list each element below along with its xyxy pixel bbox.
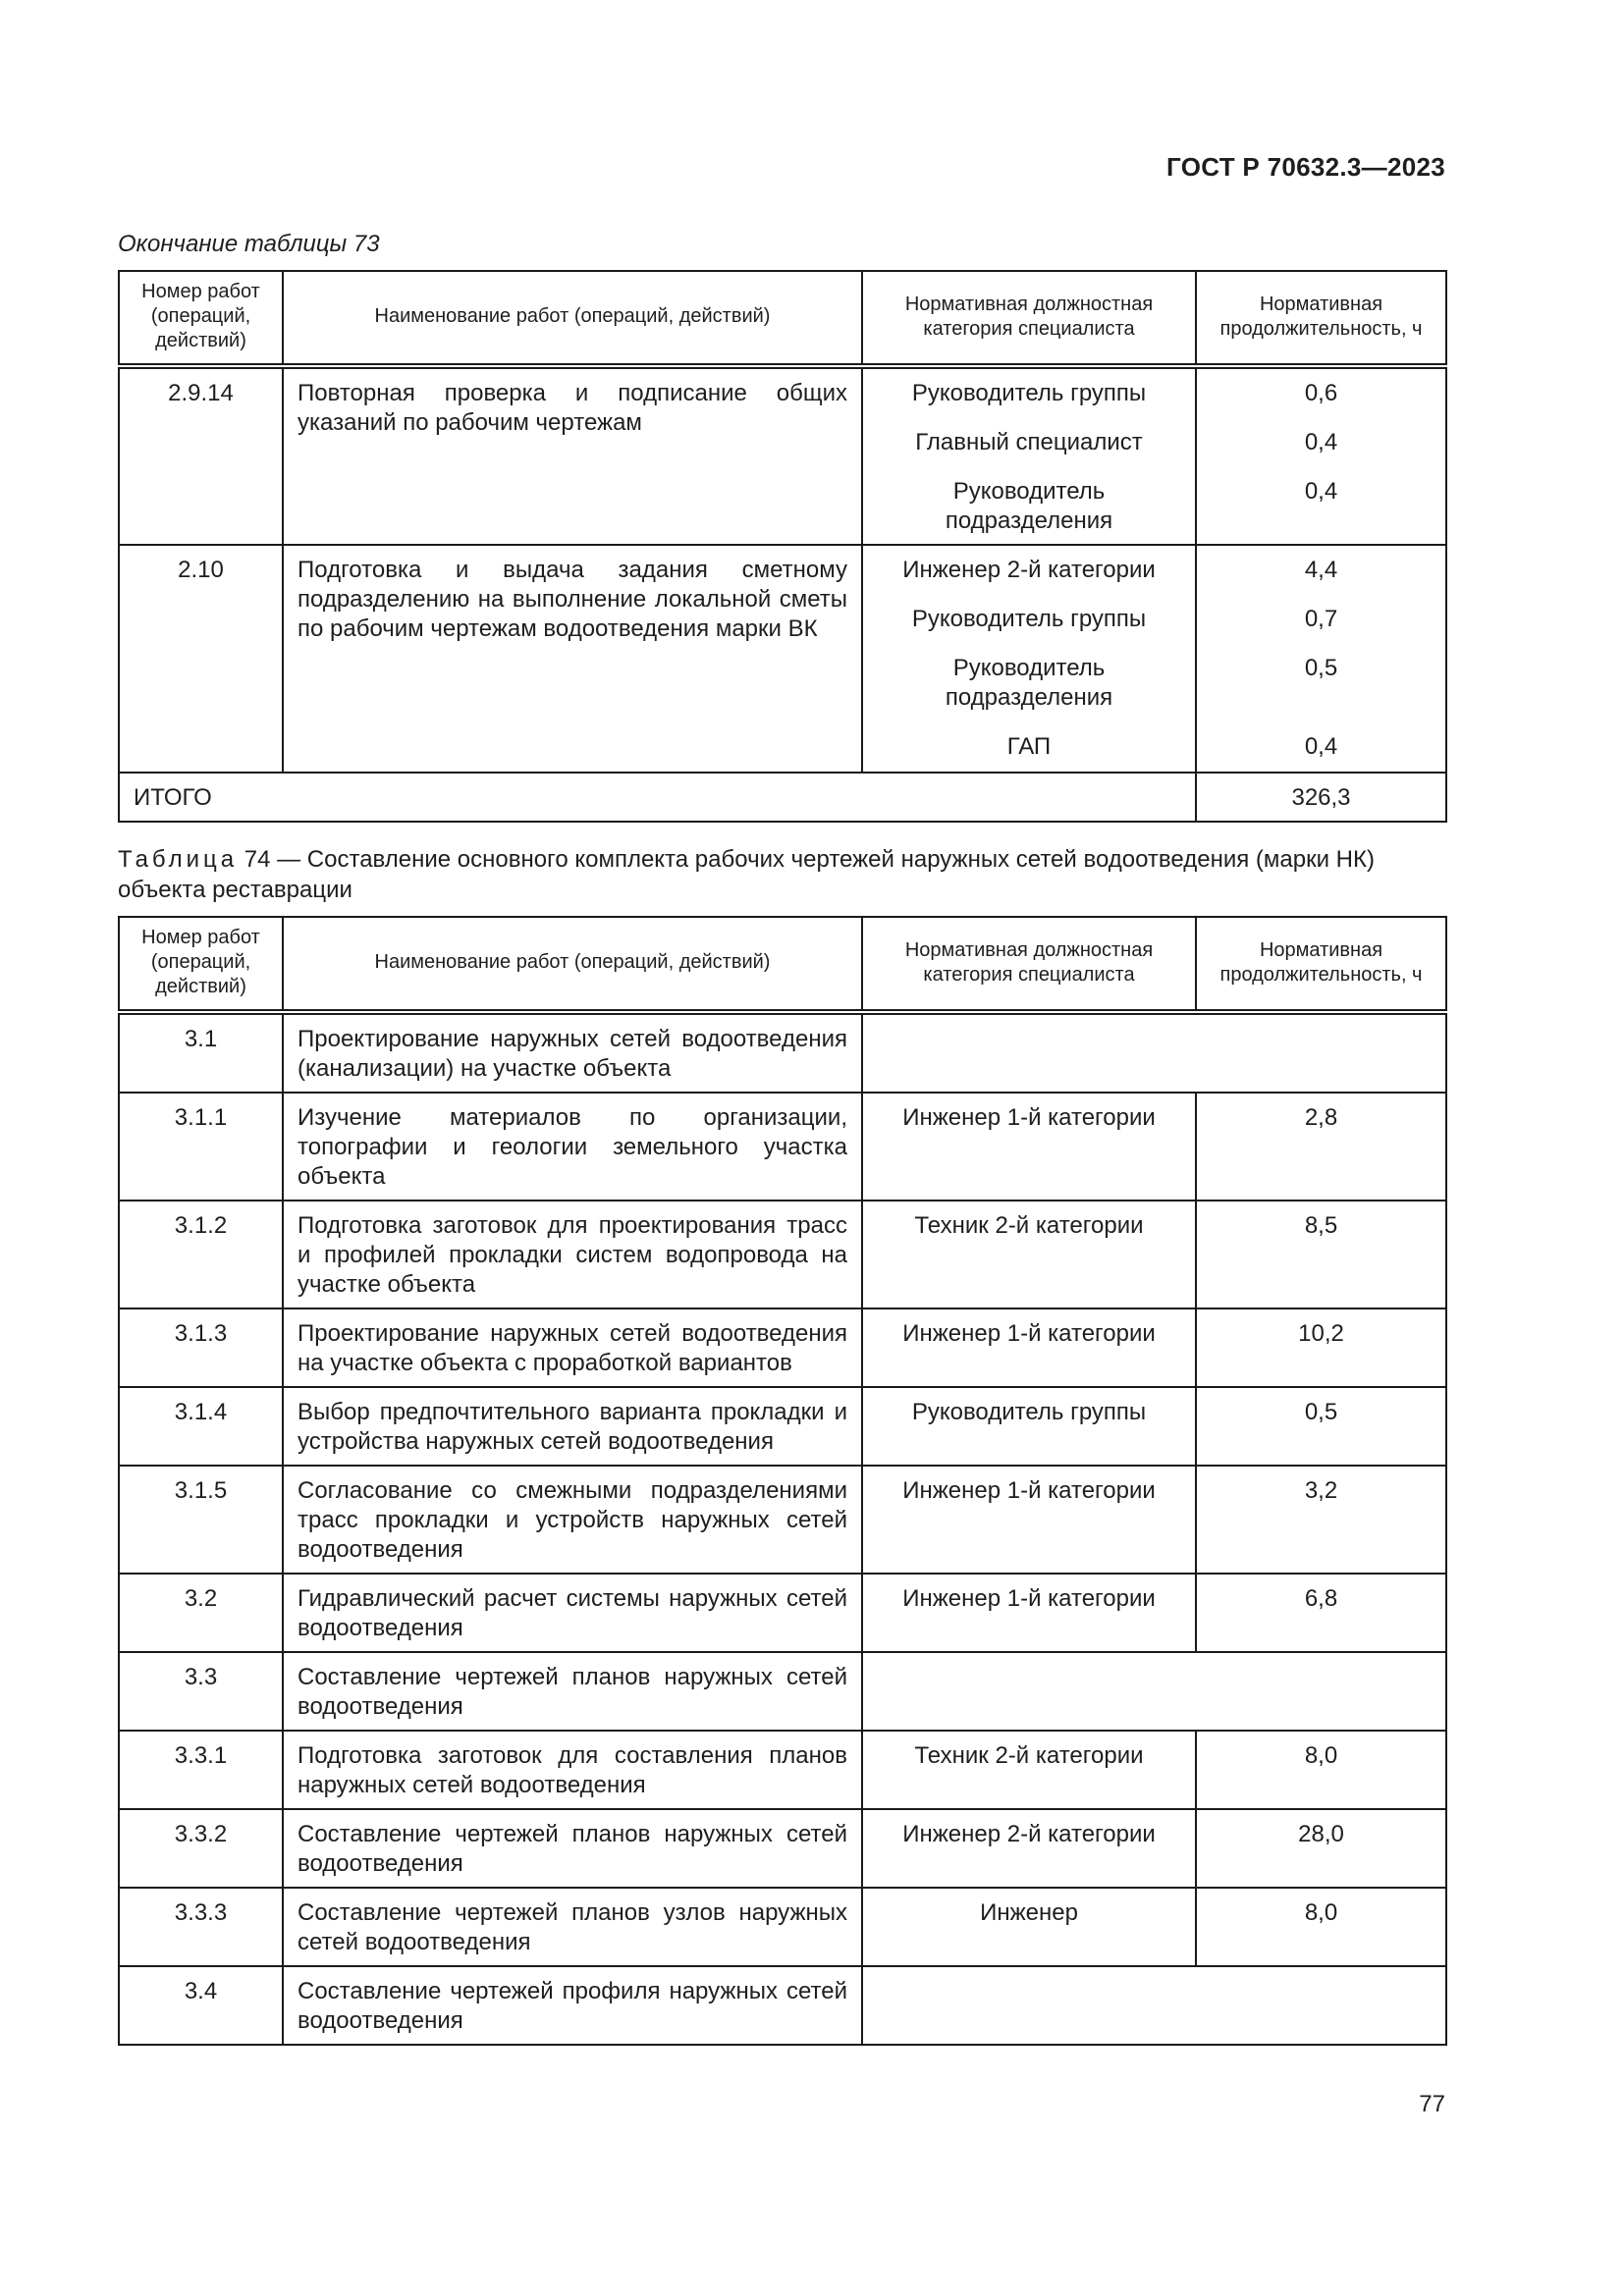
work-number: 3.1.3	[119, 1308, 283, 1387]
duration-value: 28,0	[1196, 1809, 1446, 1888]
table-row	[119, 545, 1446, 773]
work-name: Проектирование наружных сетей водоотведения на участке объекта с проработкой вариантов	[283, 1308, 862, 1387]
total-row	[119, 773, 1446, 822]
table-row	[119, 1012, 1446, 1093]
header-work-name: Наименование работ (операций, действий)	[283, 271, 862, 366]
work-number: 3.4	[119, 1966, 283, 2045]
duration-list	[1196, 545, 1446, 773]
table-73	[118, 270, 1447, 823]
table-row	[119, 1731, 1446, 1809]
table73-continuation-caption: Окончание таблицы 73	[118, 231, 380, 257]
table-row	[119, 1888, 1446, 1966]
work-number: 2.9.14	[119, 366, 283, 545]
table73-header-row	[119, 271, 1446, 366]
duration-list	[1196, 366, 1446, 545]
table-row	[119, 1387, 1446, 1466]
empty-merged-cell	[862, 1966, 1446, 2045]
specialist-category: Руководитель подразделения	[945, 655, 1113, 711]
duration-value: 2,8	[1196, 1093, 1446, 1201]
work-name: Выбор предпочтительного варианта прокладки и устройства наружных сетей водоотведения	[283, 1387, 862, 1466]
work-number: 3.3.3	[119, 1888, 283, 1966]
table-row	[119, 1093, 1446, 1201]
work-name: Составление чертежей планов наружных сетей водоотведения	[283, 1652, 862, 1731]
work-number: 3.1.5	[119, 1466, 283, 1574]
duration-value: 0,4	[1304, 429, 1338, 455]
table74-caption-text: 74 — Составление основного комплекта рабочих чертежей наружных сетей водоотведения (марки НК) объекта реставрации	[118, 846, 1375, 903]
table-row	[119, 1466, 1446, 1574]
specialist-category: Главный специалист	[915, 429, 1143, 455]
empty-merged-cell	[862, 1652, 1446, 1731]
header-work-name: Наименование работ (операций, действий)	[283, 917, 862, 1012]
work-number: 3.3.1	[119, 1731, 283, 1809]
work-name: Составление чертежей профиля наружных сетей водоотведения	[283, 1966, 862, 2045]
specialist-category: Инженер 1-й категории	[862, 1308, 1196, 1387]
work-name: Подготовка заготовок для проектирования трасс и профилей прокладки систем водопровода на участке объекта	[283, 1201, 862, 1308]
duration-value: 3,2	[1196, 1466, 1446, 1574]
specialist-category: Руководитель группы	[911, 606, 1147, 632]
specialist-category: Инженер	[862, 1888, 1196, 1966]
specialist-category: Техник 2-й категории	[862, 1201, 1196, 1308]
duration-value: 0,6	[1304, 380, 1338, 406]
specialist-category: Инженер 2-й категории	[902, 557, 1156, 583]
specialist-category: Инженер 1-й категории	[862, 1574, 1196, 1652]
work-number: 3.3.2	[119, 1809, 283, 1888]
duration-value: 8,0	[1196, 1731, 1446, 1809]
specialist-category: Руководитель подразделения	[945, 478, 1113, 534]
work-number: 3.1.4	[119, 1387, 283, 1466]
table-74	[118, 916, 1447, 2046]
specialist-category-list	[862, 545, 1196, 773]
header-duration: Нормативная продолжительность, ч	[1196, 271, 1446, 366]
header-specialist-category: Нормативная должностная категория специалиста	[862, 271, 1196, 366]
work-name: Гидравлический расчет системы наружных сетей водоотведения	[283, 1574, 862, 1652]
duration-value: 0,5	[1304, 655, 1338, 681]
specialist-category: Инженер 1-й категории	[862, 1466, 1196, 1574]
work-number: 3.3	[119, 1652, 283, 1731]
table-row	[119, 1201, 1446, 1308]
duration-value: 0,7	[1304, 606, 1338, 632]
specialist-category: Руководитель группы	[862, 1387, 1196, 1466]
duration-value: 0,4	[1304, 733, 1338, 760]
header-specialist-category: Нормативная должностная категория специалиста	[862, 917, 1196, 1012]
work-name: Повторная проверка и подписание общих указаний по рабочим чертежам	[283, 366, 862, 545]
table-row	[119, 1574, 1446, 1652]
table74-header-row	[119, 917, 1446, 1012]
work-number: 2.10	[119, 545, 283, 773]
table-row	[119, 1652, 1446, 1731]
work-name: Изучение материалов по организации, топографии и геологии земельного участка объекта	[283, 1093, 862, 1201]
table-word: Таблица	[118, 846, 239, 873]
table74-caption	[118, 844, 1445, 905]
table-row	[119, 366, 1446, 545]
empty-merged-cell	[862, 1012, 1446, 1093]
duration-value: 8,0	[1196, 1888, 1446, 1966]
header-work-number: Номер работ (операций, действий)	[119, 917, 283, 1012]
specialist-category-list	[862, 366, 1196, 545]
specialist-category: Руководитель группы	[911, 380, 1147, 406]
work-name: Согласование со смежными подразделениями трасс прокладки и устройств наружных сетей водоотведения	[283, 1466, 862, 1574]
document-code: ГОСТ Р 70632.3—2023	[1166, 152, 1445, 182]
work-name: Составление чертежей планов узлов наружных сетей водоотведения	[283, 1888, 862, 1966]
table-row	[119, 1809, 1446, 1888]
duration-value: 6,8	[1196, 1574, 1446, 1652]
duration-value: 10,2	[1196, 1308, 1446, 1387]
table-row	[119, 1966, 1446, 2045]
work-number: 3.1.2	[119, 1201, 283, 1308]
work-number: 3.2	[119, 1574, 283, 1652]
table-row	[119, 1308, 1446, 1387]
work-name: Проектирование наружных сетей водоотведения (канализации) на участке объекта	[283, 1012, 862, 1093]
work-name: Составление чертежей планов наружных сетей водоотведения	[283, 1809, 862, 1888]
specialist-category: Техник 2-й категории	[862, 1731, 1196, 1809]
work-name: Подготовка и выдача задания сметному подразделению на выполнение локальной сметы по рабочим чертежам водоотведения марки ВК	[283, 545, 862, 773]
duration-value: 4,4	[1304, 557, 1338, 583]
total-label: ИТОГО	[119, 773, 1196, 822]
work-number: 3.1	[119, 1012, 283, 1093]
total-value: 326,3	[1196, 773, 1446, 822]
page-number: 77	[1419, 2091, 1445, 2117]
duration-value: 8,5	[1196, 1201, 1446, 1308]
header-work-number: Номер работ (операций, действий)	[119, 271, 283, 366]
header-duration: Нормативная продолжительность, ч	[1196, 917, 1446, 1012]
work-name: Подготовка заготовок для составления планов наружных сетей водоотведения	[283, 1731, 862, 1809]
specialist-category: Инженер 1-й категории	[862, 1093, 1196, 1201]
duration-value: 0,4	[1304, 478, 1338, 505]
specialist-category: Инженер 2-й категории	[862, 1809, 1196, 1888]
work-number: 3.1.1	[119, 1093, 283, 1201]
duration-value: 0,5	[1196, 1387, 1446, 1466]
specialist-category: ГАП	[1006, 733, 1052, 760]
